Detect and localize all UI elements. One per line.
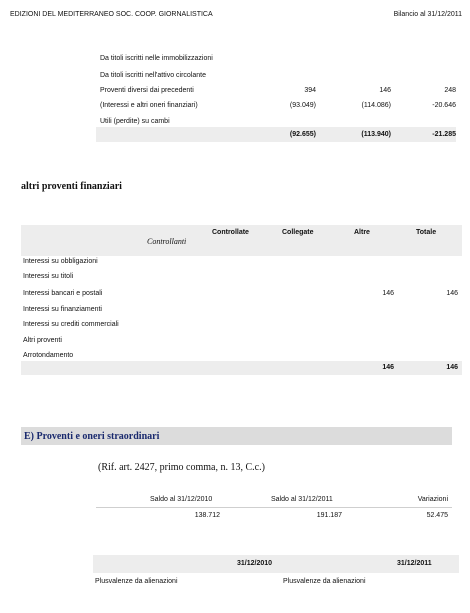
row-value-variation: 248 — [444, 87, 456, 94]
value-saldo-2011: 191.187 — [316, 512, 342, 519]
header-2010: 31/12/2010 — [237, 560, 273, 567]
value-saldo-2010: 138.712 — [194, 512, 220, 519]
section-e-title: E) Proventi e oneri straordinari — [24, 431, 160, 442]
value-variazioni: 52.475 — [426, 512, 448, 519]
row-label: Arrotondamento — [23, 352, 74, 359]
header-controllanti: Controllanti — [147, 237, 187, 246]
row-value-2010: 146 — [379, 87, 391, 94]
divider — [96, 507, 452, 508]
total-variation: -21.285 — [432, 131, 456, 138]
row-label: Utili (perdite) su cambi — [100, 118, 170, 125]
header-altre: Altre — [354, 229, 370, 236]
row-label: Interessi su titoli — [23, 273, 74, 280]
row-label: Altri proventi — [23, 337, 62, 344]
row-label: Da titoli iscritti nell'attivo circolante — [100, 72, 206, 79]
total-totale: 146 — [446, 364, 458, 371]
header-2011: 31/12/2011 — [397, 560, 432, 567]
total-2010: (113.940) — [361, 131, 391, 138]
row-value-2010: (114.086) — [361, 102, 391, 109]
row-value-variation: -20.646 — [432, 102, 456, 109]
header-controllate: Controllate — [212, 229, 249, 236]
row-label: Da titoli iscritti nelle immobilizzazioni — [100, 55, 213, 62]
header-saldo-2010: Saldo al 31/12/2010 — [150, 496, 213, 503]
row-value-2011: (93.049) — [289, 102, 316, 109]
total-2011: (92.655) — [289, 131, 316, 138]
header-variazioni: Variazioni — [417, 496, 448, 503]
header-totale: Totale — [416, 229, 437, 236]
total-band — [21, 361, 462, 375]
header-saldo-2011: Saldo al 31/12/2011 — [271, 496, 333, 503]
row-label: (Interessi e altri oneri finanziari) — [100, 102, 198, 109]
row-label: Plusvalenze da alienazioni — [95, 578, 178, 585]
row-label: Interessi su finanziamenti — [23, 306, 102, 313]
total-altre: 146 — [382, 364, 394, 371]
row-label: Interessi su obbligazioni — [23, 258, 98, 265]
row-label: Proventi diversi dai precedenti — [100, 87, 194, 94]
row-value-totale: 146 — [446, 290, 458, 297]
row-label: Interessi su crediti commerciali — [23, 321, 119, 328]
row-label: Plusvalenze da alienazioni — [283, 578, 366, 585]
row-label: Interessi bancari e postali — [23, 290, 103, 297]
header-collegate: Collegate — [282, 229, 314, 236]
reference-note: (Rif. art. 2427, primo comma, n. 13, C.c.) — [98, 462, 265, 473]
row-value-altre: 146 — [382, 290, 394, 297]
balance-date: Bilancio al 31/12/2011 — [393, 11, 462, 18]
company-name: EDIZIONI DEL MEDITERRANEO SOC. COOP. GIORNALISTICA — [10, 11, 213, 18]
row-value-2011: 394 — [304, 87, 316, 94]
section-title: altri proventi finanziari — [21, 181, 122, 192]
